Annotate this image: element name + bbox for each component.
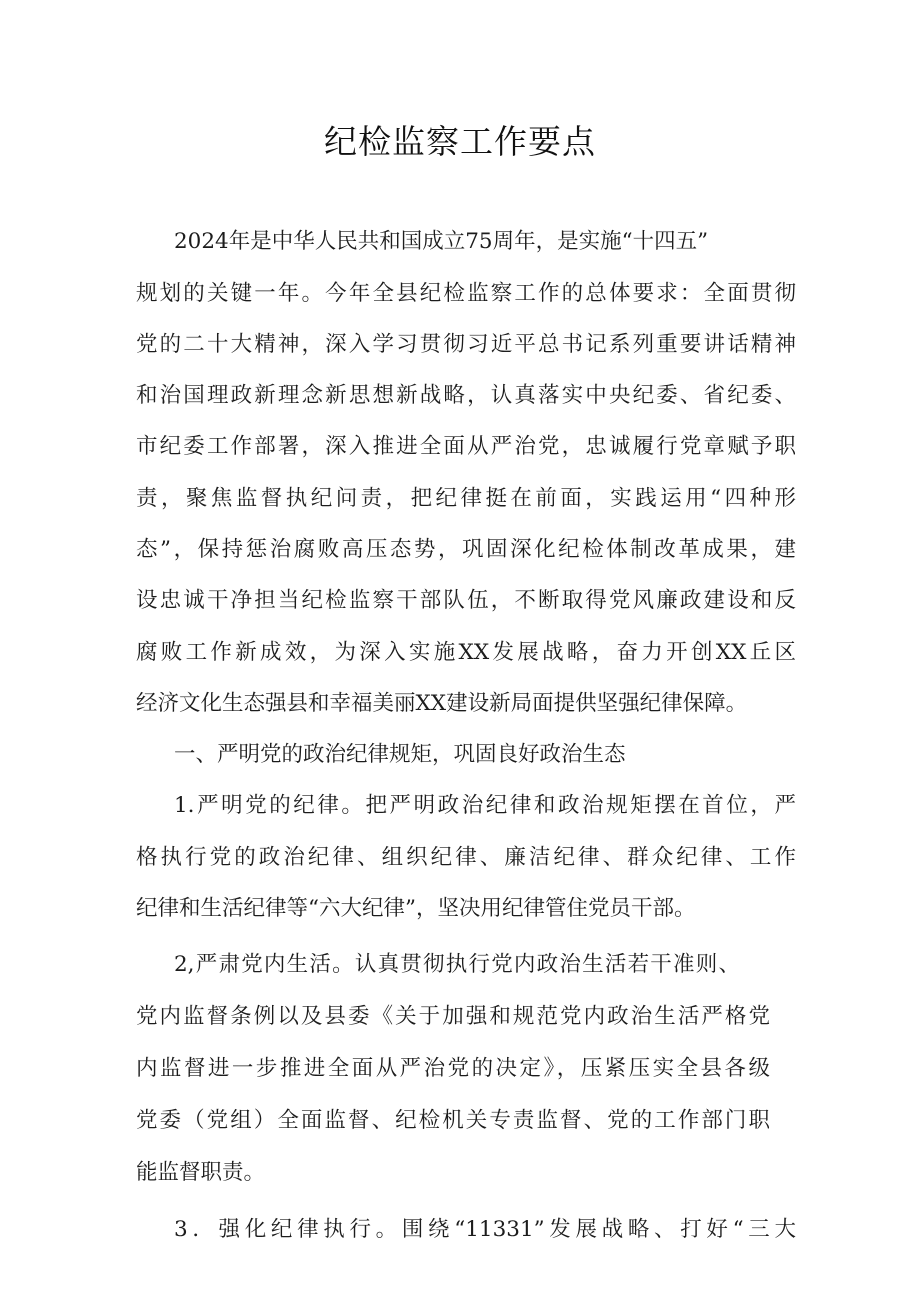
body-line: 态”，保持惩治腐败高压态势，巩固深化纪检体制改革成果，建: [136, 537, 796, 562]
document-title: 纪检监察工作要点: [324, 122, 596, 161]
body-line: 腐败工作新成效，为深入实施XX发展战略，奋力开创XX丘区: [136, 640, 796, 665]
body-line: 3．强化纪律执行。围绕“11331”发展战略、打好“三大: [174, 1217, 796, 1242]
body-line: 能监督职责。: [136, 1160, 266, 1185]
body-line: 党的二十大精神，深入学习贯彻习近平总书记系列重要讲话精神: [136, 332, 796, 357]
body-line: 设忠诚干净担当纪检监察干部队伍，不断取得党风廉政建设和反: [136, 588, 796, 613]
body-line: 经济文化生态强县和幸福美丽XX建设新局面提供坚强纪律保障。: [136, 691, 748, 716]
body-line: 和治国理政新理念新思想新战略，认真落实中央纪委、省纪委、: [136, 383, 796, 408]
section-heading: 一、严明党的政治纪律规矩，巩固良好政治生态: [174, 742, 626, 767]
body-line: 内监督进一步推进全面从严治党的决定》，压紧压实全县各级: [136, 1056, 770, 1081]
body-line: 2024年是中华人民共和国成立75周年，是实施“十四五”: [174, 229, 709, 254]
body-line: 纪律和生活纪律等“六大纪律”，坚决用纪律管住党员干部。: [136, 896, 696, 921]
body-line: 1.严明党的纪律。把严明政治纪律和政治规矩摆在首位，严: [174, 793, 796, 818]
body-line: 2,严肃党内生活。认真贯彻执行党内政治生活若干准则、: [174, 952, 740, 977]
body-line: 党内监督条例以及县委《关于加强和规范党内政治生活严格党: [136, 1004, 770, 1029]
body-line: 党委（党组）全面监督、纪检机关专责监督、党的工作部门职: [136, 1108, 770, 1133]
body-line: 市纪委工作部署，深入推进全面从严治党，忠诚履行党章赋予职: [136, 434, 796, 459]
body-line: 规划的关键一年。今年全县纪检监察工作的总体要求：全面贯彻: [136, 281, 796, 306]
body-line: 格执行党的政治纪律、组织纪律、廉洁纪律、群众纪律、工作: [136, 845, 796, 870]
body-line: 责，聚焦监督执纪问责，把纪律挺在前面，实践运用“四种形: [136, 486, 796, 511]
